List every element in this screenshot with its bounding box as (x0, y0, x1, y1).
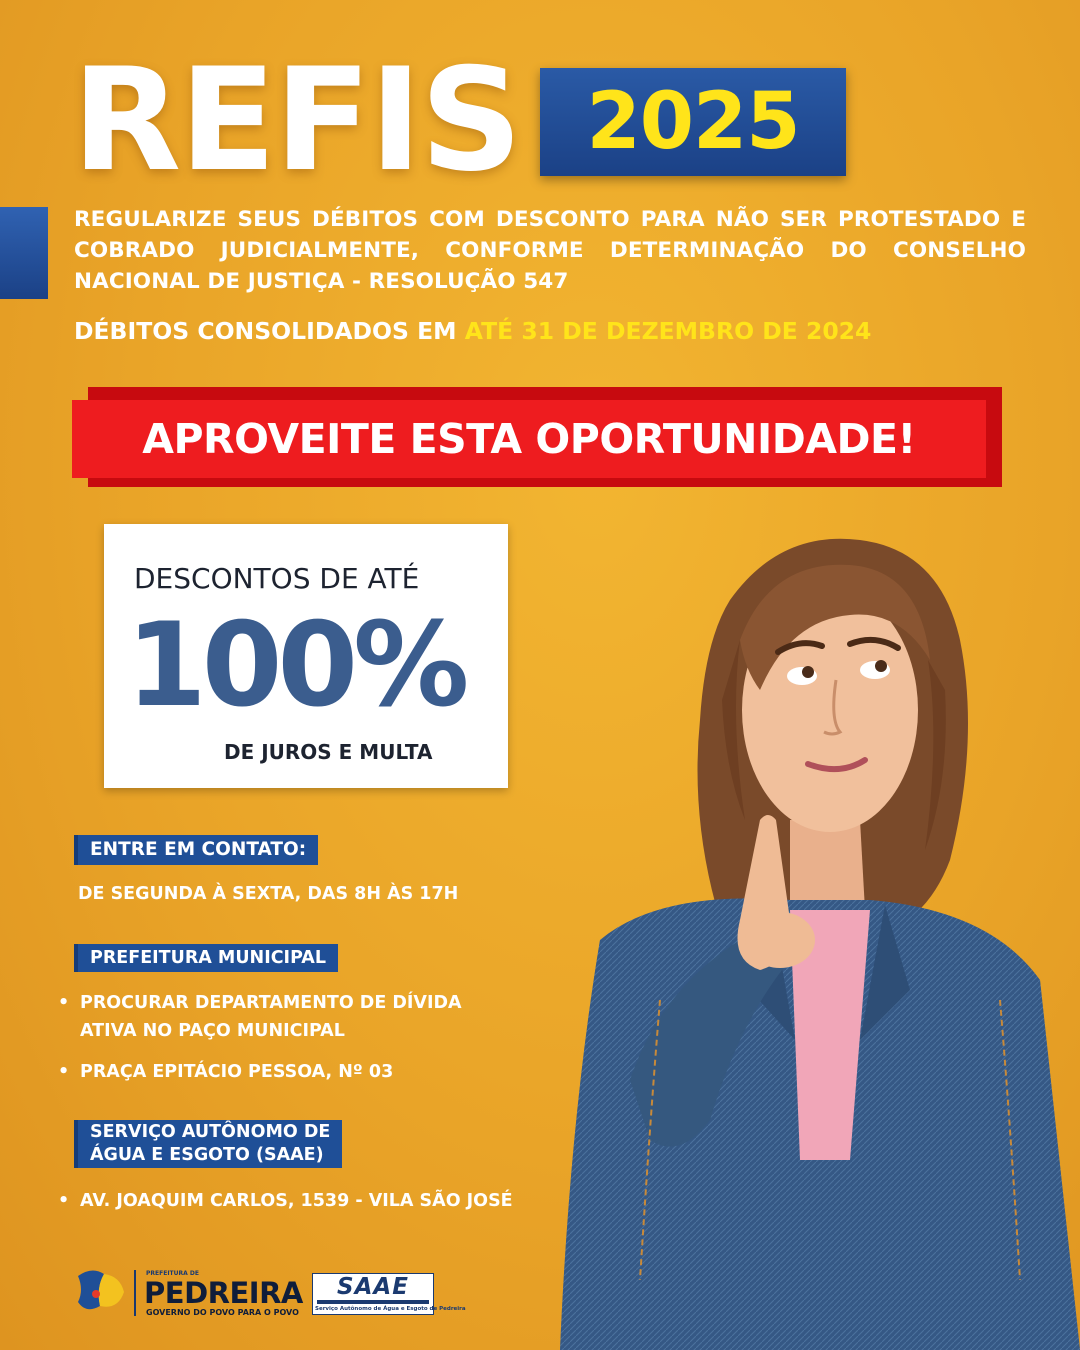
refis-title: REFIS (72, 38, 521, 203)
pedreira-logo-text: PEDREIRA (144, 1276, 303, 1310)
prefeitura-item-2: • PRAÇA EPITÁCIO PESSOA, Nº 03 (80, 1058, 393, 1086)
contact-hours: DE SEGUNDA À SEXTA, DAS 8H ÀS 17H (78, 884, 459, 904)
saae-logo-subtitle: Serviço Autônomo de Água e Esgoto de Pedreira (315, 1306, 466, 1312)
logo-divider (134, 1270, 136, 1316)
discount-box (104, 524, 508, 788)
intro-text: REGULARIZE SEUS DÉBITOS COM DESCONTO PARA NÃO SER PROTESTADO E COBRADO JUDICIALMENTE, CONFORME DETERMINAÇÃO DO CONSELHO NACIONAL DE JUSTIÇA - RESOLUÇÃO 547 (74, 207, 1026, 294)
discount-value: 100% (126, 598, 465, 733)
prefeitura-small-text: PREFEITURA DE (146, 1270, 199, 1277)
pedreira-slogan: GOVERNO DO POVO PARA O POVO (146, 1308, 299, 1317)
cta-banner (72, 400, 986, 478)
contact-label: ENTRE EM CONTATO: (74, 835, 318, 865)
prefeitura-item-1-line-1: • PROCURAR DEPARTAMENTO DE DÍVIDA (80, 993, 462, 1013)
pedreira-logo-icon (74, 1266, 128, 1316)
woman-thinking-image (540, 520, 1080, 1350)
cta-text: APROVEITE ESTA OPORTUNIDADE! (142, 415, 916, 463)
consolidated-prefix: DÉBITOS CONSOLIDADOS EM (74, 317, 457, 345)
saae-label (74, 1120, 342, 1168)
saae-item-1: • AV. JOAQUIM CARLOS, 1539 - VILA SÃO JOSÉ (80, 1187, 513, 1215)
year-text: 2025 (586, 77, 800, 167)
prefeitura-item-1-line-2: ATIVA NO PAÇO MUNICIPAL (80, 1021, 345, 1041)
saae-logo-wave (317, 1300, 429, 1304)
prefeitura-label: PREFEITURA MUNICIPAL (74, 944, 338, 972)
prefeitura-item-1 (80, 989, 462, 1045)
discount-bottom-text: DE JUROS E MULTA (224, 740, 433, 764)
year-badge (540, 68, 846, 176)
saae-logo-text: SAAE (337, 1274, 409, 1300)
saae-label-line-1: SERVIÇO AUTÔNOMO DE (90, 1122, 331, 1142)
side-accent-bar (0, 207, 48, 299)
saae-label-line-2: ÁGUA E ESGOTO (SAAE) (90, 1145, 324, 1165)
consolidated-line (74, 317, 871, 345)
discount-top-text: DESCONTOS DE ATÉ (134, 562, 420, 595)
consolidated-date: ATÉ 31 DE DEZEMBRO DE 2024 (464, 317, 872, 345)
saae-logo (312, 1273, 466, 1315)
